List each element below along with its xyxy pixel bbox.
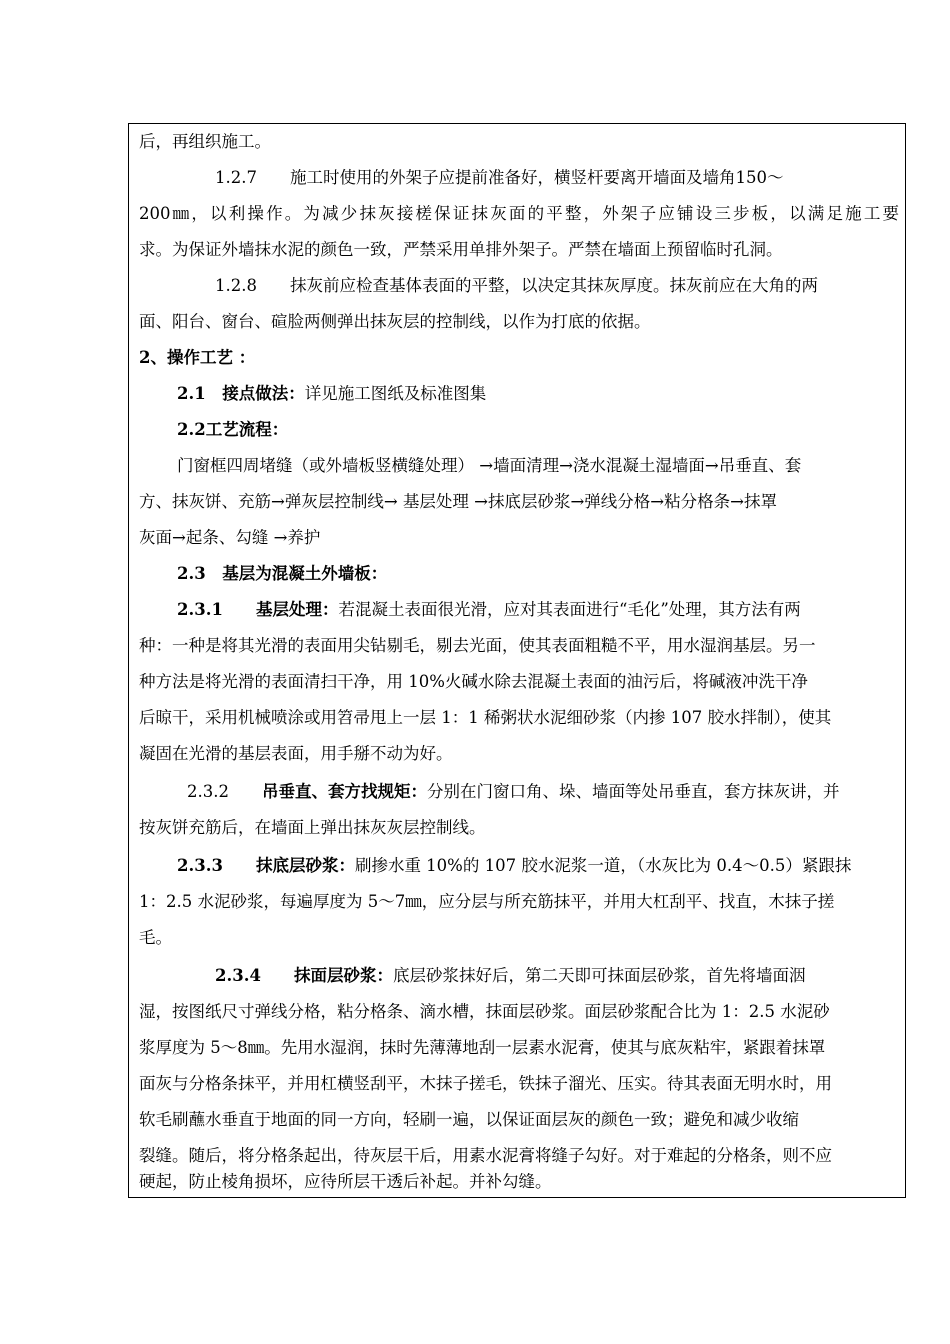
- text-line: 若混凝土表面很光滑，应对其表面进行“毛化”处理，其方法有两: [338, 600, 801, 619]
- item-number: 2.3.3: [177, 856, 256, 875]
- item-title: 抹面层砂浆：: [293, 966, 393, 985]
- item-number: 2.3.2: [187, 782, 262, 801]
- text-line: 求。为保证外墙抹水泥的颜色一致，严禁采用单排外架子。严禁在墙面上预留临时孔洞。: [139, 240, 783, 259]
- subsection-label: 2.1 接点做法：: [177, 384, 305, 403]
- text-line: 面、阳台、窗台、碹脸两侧弹出抹灰层的控制线，以作为打底的依据。: [139, 312, 651, 331]
- text-line: 200㎜，以利操作。为减少抹灰接槎保证抹灰面的平整，外架子应铺设三步板，以满足施工要: [139, 204, 899, 223]
- text-line: 面灰与分格条抹平，并用杠横竖刮平，木抹子搓毛，铁抹子溜光、压实。待其表面无明水时，用: [139, 1074, 832, 1093]
- text-line: 硬起，防止棱角损坏，应待所层干透后补起。并补勾缝。: [139, 1172, 552, 1191]
- text-line: 1.2.8 抹灰前应检查基体表面的平整，以决定其抹灰厚度。抹灰前应在大角的两: [215, 276, 818, 295]
- item-2-3-4: [215, 958, 805, 994]
- text-line: 方、抹灰饼、充筋→弹灰层控制线→ 基层处理 →抹底层砂浆→弹线分格→粘分格条→抹罩: [139, 492, 777, 511]
- text-line: 按灰饼充筋后，在墙面上弹出抹灰灰层控制线。: [139, 818, 486, 837]
- text-line: 裂缝。随后，将分格条起出，待灰层干后，用素水泥膏将缝子勾好。对于难起的分格条，则不应: [139, 1146, 832, 1165]
- text-line: 详见施工图纸及标准图集: [304, 384, 487, 403]
- item-title: 抹底层砂浆：: [255, 856, 355, 875]
- item-2-3-2: [187, 774, 839, 810]
- text-line: 后晾干，采用机械喷涂或用笤帚甩上一层 1：1 稀粥状水泥细砂浆（内掺 107 胶水拌制），使其: [139, 708, 832, 727]
- text-line: 种方法是将光滑的表面清扫干净，用 10%火碱水除去混凝土表面的油污后，将碱液冲洗干净: [139, 672, 808, 691]
- section-heading: 2、操作工艺 ：: [139, 348, 256, 367]
- text-line: 种：一种是将其光滑的表面用尖钻剔毛，剔去光面，使其表面粗糙不平，用水湿润基层。另一: [139, 636, 816, 655]
- item-title: 基层处理：: [255, 600, 339, 619]
- item-title: 吊垂直、套方找规矩：: [261, 782, 427, 801]
- text-line: 1：2.5 水泥砂浆，每遍厚度为 5～7㎜，应分层与所充筋抹平，并用大杠刮平、找直，木抹子搓: [139, 892, 835, 911]
- text-line: 1.2.7 施工时使用的外架子应提前准备好，横竖杆要离开墙面及墙角150～: [215, 168, 784, 187]
- document-frame: [128, 123, 906, 1198]
- text-line: 后，再组织施工。: [139, 132, 271, 151]
- text-line: 软毛刷蘸水垂直于地面的同一方向，轻刷一遍，以保证面层灰的颜色一致；避免和减少收缩: [139, 1110, 799, 1129]
- text-line: 浆厚度为 5～8㎜。先用水湿润，抹时先薄薄地刮一层素水泥膏，使其与底灰粘牢，紧跟着抹罩: [139, 1038, 826, 1057]
- text-line: 凝固在光滑的基层表面，用手掰不动为好。: [139, 744, 453, 763]
- text-line: 湿，按图纸尺寸弹线分格，粘分格条、滴水槽，抹面层砂浆。面层砂浆配合比为 1：2.5 水泥砂: [139, 1002, 830, 1021]
- text-line: 门窗框四周堵缝（或外墙板竖横缝处理） →墙面清理→浇水混凝土湿墙面→吊垂直、套: [177, 456, 802, 475]
- subsection-2-1: [177, 376, 486, 412]
- text-line: 底层砂浆抹好后，第二天即可抹面层砂浆，首先将墙面洇: [392, 966, 806, 985]
- subsection-heading: 2.2工艺流程：: [177, 420, 289, 439]
- text-line: 灰面→起条、勾缝 →养护: [139, 528, 321, 547]
- text-line: 分别在门窗口角、垛、墙面等处吊垂直，套方抹灰讲，并: [426, 782, 840, 801]
- text-line: 毛。: [139, 928, 172, 947]
- item-2-3-3: [177, 848, 851, 884]
- item-number: 2.3.4: [215, 966, 294, 985]
- subsection-heading: 2.3 基层为混凝土外墙板：: [177, 564, 388, 583]
- item-number: 2.3.1: [177, 600, 256, 619]
- text-line: 刷掺水重 10%的 107 胶水泥浆一道，（水灰比为 0.4～0.5）紧跟抹: [354, 856, 852, 875]
- item-2-3-1: [177, 592, 801, 628]
